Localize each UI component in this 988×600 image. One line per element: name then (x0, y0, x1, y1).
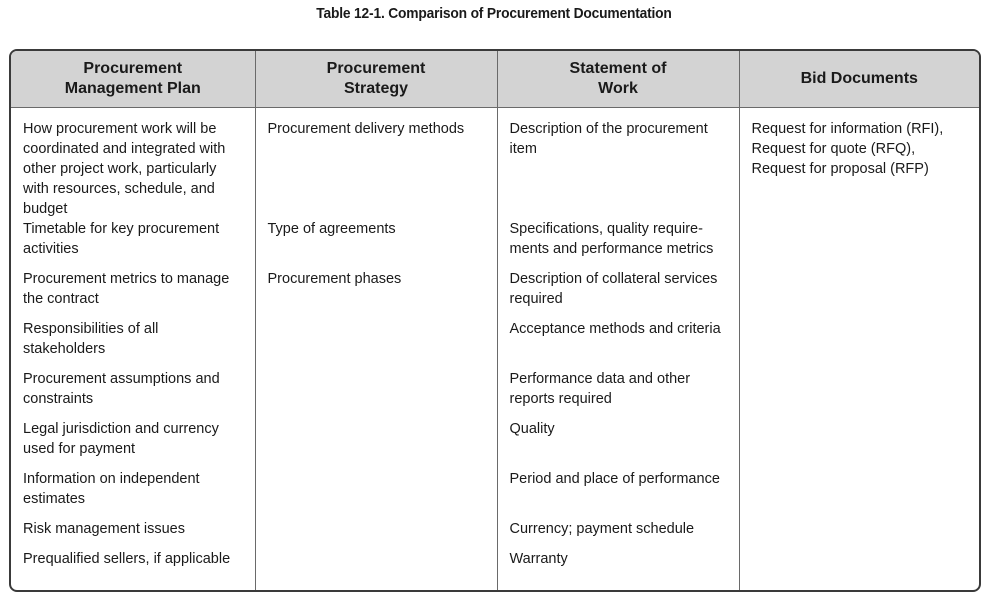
list-item: Request for information (RFI), Request for quote (RFQ), Request for proposal (RFP) (751, 121, 944, 177)
table-caption: Table 12-1. Comparison of Procurement Documentation (316, 5, 672, 22)
list-item: Information on independent estimates (23, 471, 200, 507)
list-item: Period and place of performance (509, 471, 720, 487)
list-item: Procurement metrics to manage the contract (23, 271, 230, 307)
list-item: Procurement assumptions and constraints (23, 371, 220, 407)
list-item: Specifications, quality require- ments and performance metrics (509, 221, 714, 257)
list-item: Legal jurisdiction and currency used for payment (23, 421, 219, 457)
header-bid-documents: Bid Documents (739, 51, 979, 108)
bid-documents-list (752, 119, 970, 179)
table-header (11, 51, 979, 108)
list-item: Responsibilities of all stakeholders (23, 321, 159, 357)
list-item: Quality (509, 421, 555, 437)
management-plan-list (23, 119, 245, 579)
column-statement-of-work (497, 108, 739, 591)
list-item: Warranty (509, 551, 568, 567)
list-item: Prequalified sellers, if applicable (23, 551, 231, 567)
header-management-plan: Procurement Management Plan (11, 51, 255, 108)
list-item: Type of agreements (267, 221, 396, 237)
list-item: Performance data and other reports required (509, 371, 691, 407)
comparison-table (9, 49, 981, 592)
list-item: Description of the procurement item (509, 121, 708, 157)
list-item: Timetable for key procurement activities (23, 221, 220, 257)
strategy-list (268, 119, 487, 319)
header-row (11, 51, 979, 108)
table-grid (11, 51, 979, 590)
column-management-plan (11, 108, 255, 591)
column-bid-documents (739, 108, 979, 591)
table-body (11, 108, 979, 591)
list-item: How procurement work will be coordinated and integrated with other project work, particularly with resources, schedule, and budget (23, 121, 226, 217)
list-item: Procurement delivery methods (267, 121, 465, 137)
list-item: Risk management issues (23, 521, 185, 537)
header-strategy: Procurement Strategy (255, 51, 497, 108)
list-item: Description of collateral services required (509, 271, 718, 307)
list-item: Procurement phases (267, 271, 402, 287)
list-item: Currency; payment schedule (509, 521, 695, 537)
column-strategy (255, 108, 497, 591)
list-item: Acceptance methods and criteria (509, 321, 721, 337)
header-statement-of-work: Statement of Work (497, 51, 739, 108)
statement-of-work-list (510, 119, 729, 579)
body-row (11, 108, 979, 591)
